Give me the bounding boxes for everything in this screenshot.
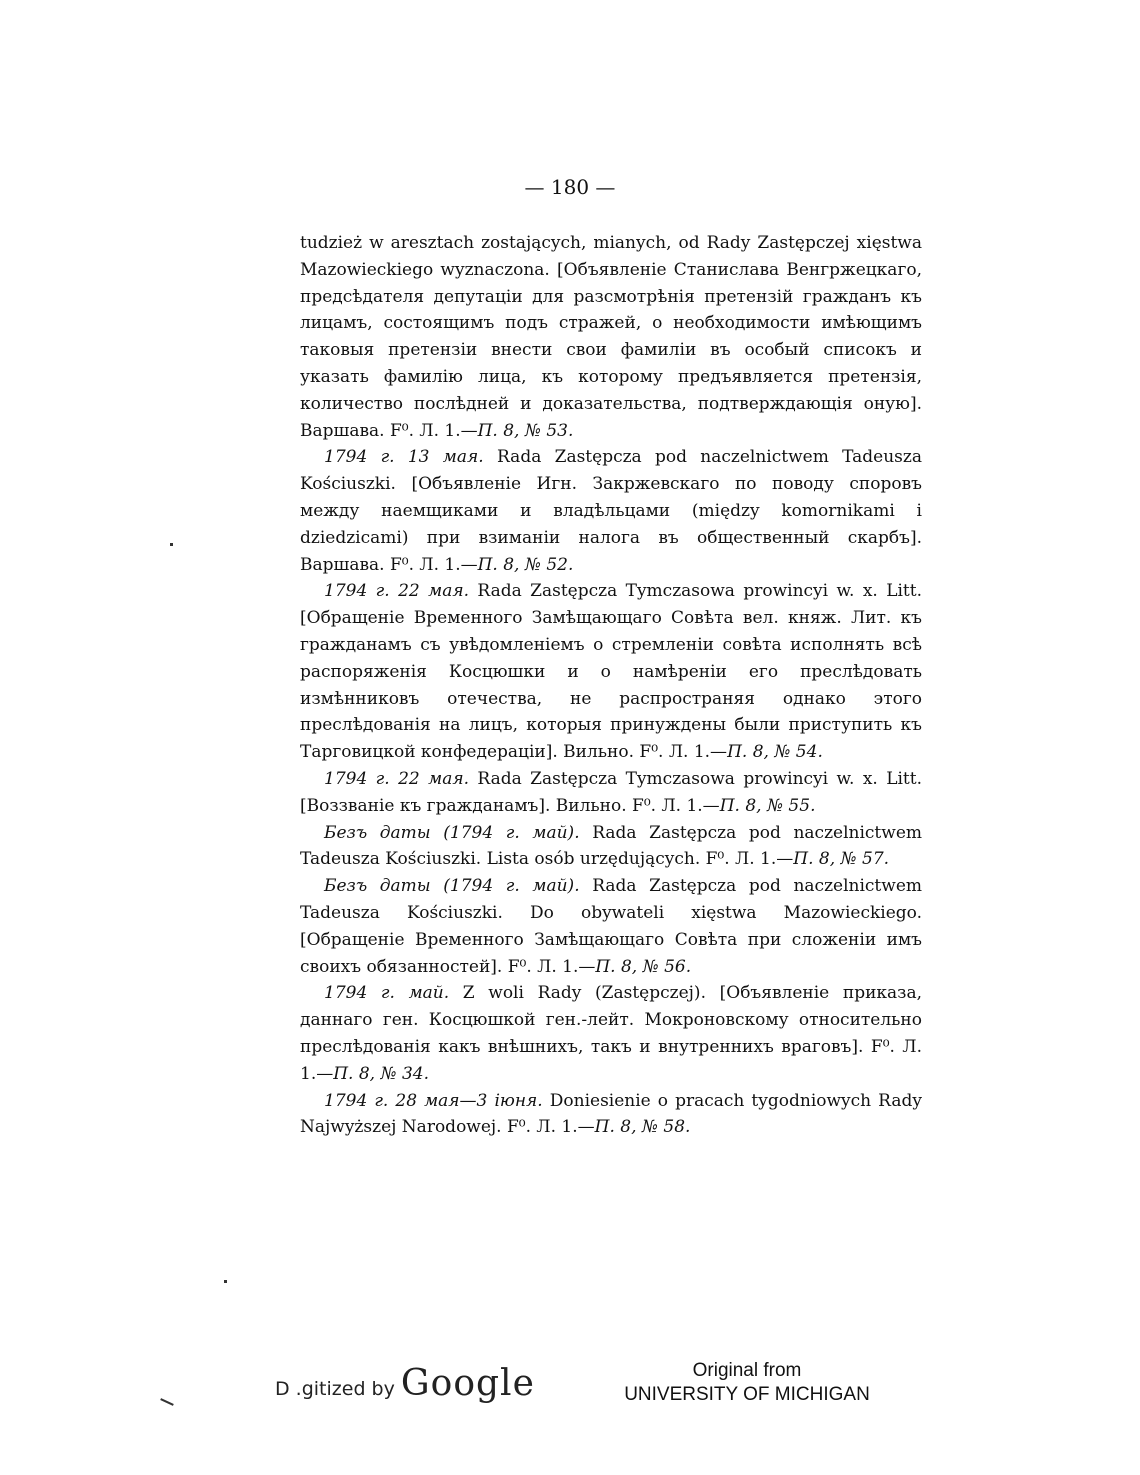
entry-body: Rada Zastępcza pod naczelnictwem Tadeusza Kościuszki. [Объявленie Игн. Закржевскаго по поводу споровъ между наемщиками и владѣльцами (między komornikami i dziedzicami) при взиманiи налога въ общественный скарбъ]. Варшава. F⁰. Л. 1.— [300, 447, 922, 575]
university-label: UNIVERSITY OF MICHIGAN [624, 1384, 870, 1405]
entry-reference: П. 8, № 57. [793, 849, 890, 870]
entry-date: 1794 г. май. [324, 983, 450, 1004]
entry-body: Rada Zastępcza pod naczelnictwem Tadeusza Kościuszki. Lista osób urzędujących. F⁰. Л. 1.— [300, 822, 922, 870]
scan-speck [224, 1280, 227, 1283]
digitized-by-google [275, 1363, 535, 1404]
footer-watermark [0, 1355, 1140, 1415]
entry-reference: П. 8, № 34. [333, 1063, 430, 1084]
entry-date: 1794 г. 22 мая. [324, 581, 469, 602]
entry [300, 980, 922, 1087]
entry [300, 578, 922, 766]
entry-reference: П. 8, № 55. [719, 795, 816, 816]
entry [300, 766, 922, 820]
entry-date: 1794 г. 28 мая—3 iюня. [324, 1090, 543, 1111]
entry [300, 873, 922, 980]
original-source [622, 1359, 872, 1407]
entry-reference: П. 8, № 53. [477, 420, 574, 441]
entry-reference: П. 8, № 54. [727, 742, 823, 763]
entry-reference: П. 8, № 58. [594, 1117, 691, 1138]
entry-reference: П. 8, № 52. [477, 554, 574, 575]
scan-speck [170, 543, 173, 546]
entry [300, 1088, 922, 1142]
entry-continuation [300, 230, 922, 444]
entry-body: Rada Zastępcza pod naczelnictwem Tadeusza Kościuszki. Do obywateli xięstwa Mazowieckiego. [Обращенie Временного Замѣщающаго Совѣта при сложенiи имъ своихъ обязанностей]. F⁰. Л. 1.— [300, 876, 922, 977]
entry-body: Rada Zastępcza Tymczasowa prowincyi w. x. Litt. [Обращенie Временного Замѣщающаго Совѣта вел. княж. Лит. къ гражданамъ съ увѣдомленiемъ о стремленiи совѣта исполнять всѣ распоряженiя Косцюшки и о намѣренiи его преслѣдовать измѣнниковъ отечества, не распространяя однако этого преслѣдованiя на лицъ, которыя принуждены были приступить къ Тарговицкой конфедерацiи]. Вильно. F⁰. Л. 1.— [300, 581, 923, 763]
entry-body: Z woli Rady (Zastępczej). [Объявленie приказа, даннаго ген. Косцюшкой ген.-лейт. Мокроновскому относительно преслѣдованiя какъ внѣшнихъ, такъ и внутреннихъ враговъ]. F⁰. Л. 1.— [300, 983, 922, 1084]
google-logo: Google [400, 1363, 535, 1404]
entry-date: Безъ даты (1794 г. май). [324, 822, 580, 843]
entry-date: 1794 г. 22 мая. [324, 768, 469, 789]
entry-body: Rada Zastępcza Tymczasowa prowincyi w. x. Litt. [Воззванie къ гражданамъ]. Вильно. F⁰. Л. 1.— [300, 768, 923, 816]
digitized-prefix: D .gitized by [275, 1378, 395, 1400]
text-body [300, 230, 922, 1141]
entry-body: Doniesienie o pracach tygodniowych Rady Najwyższej Narodowej. F⁰. Л. 1.— [300, 1090, 922, 1138]
entry [300, 444, 922, 578]
original-from-label: Original from [692, 1360, 802, 1381]
entry [300, 820, 922, 874]
entry-body: tudzież w aresztach zostających, mianych, od Rady Zastępczej xięstwa Mazowieckiego wyznaczona. [Объявленie Станислава Венгржецкаго, предсѣдателя депутацiи для разсмотрѣнiя претензiй гражданъ къ лицамъ, состоящимъ подъ стражей, о необходимости имѣющимъ таковыя претензiи внести свои фамилiи въ особый списокъ и указать фамилiю лица, къ которому предъявляется претензiя, количество послѣдней и доказательства, подтверждающiя оную]. Варшава. F⁰. Л. 1.— [300, 233, 922, 441]
entry-date: 1794 г. 13 мая. [324, 447, 484, 468]
entry-date: Безъ даты (1794 г. май). [324, 876, 580, 897]
entry-reference: П. 8, № 56. [595, 956, 692, 977]
page-number: — 180 — [524, 175, 616, 199]
